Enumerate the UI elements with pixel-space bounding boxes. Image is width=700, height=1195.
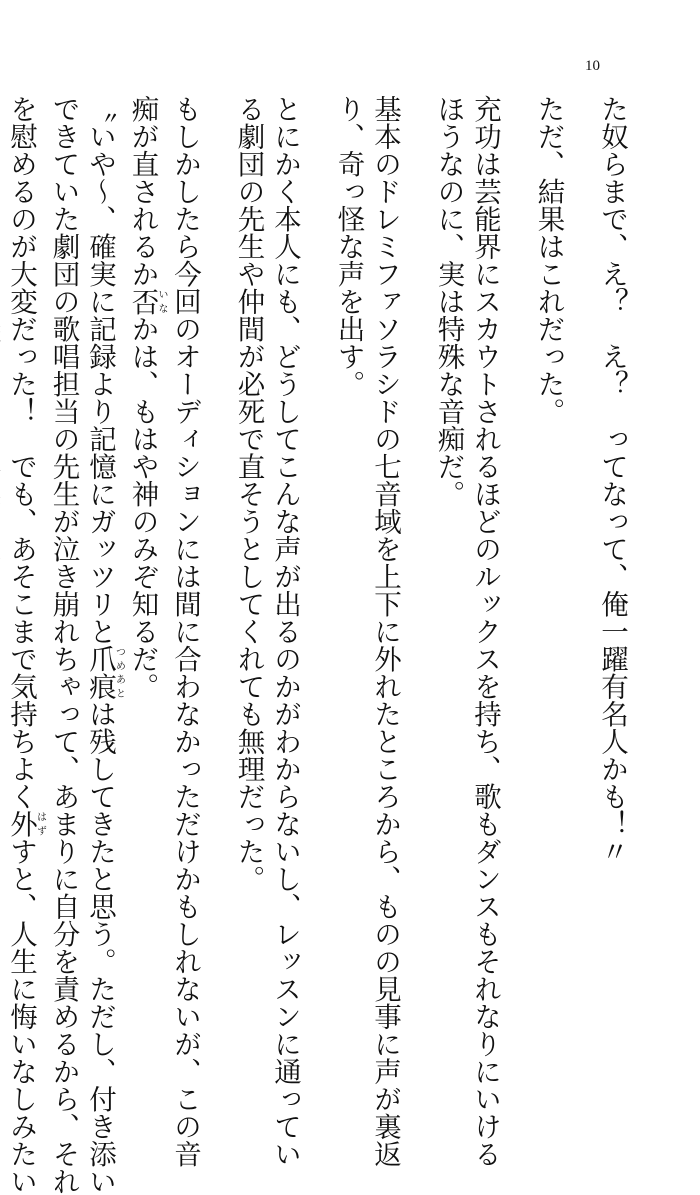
ruby-reading: つめあと <box>114 645 125 700</box>
ruby-annotation <box>84 645 116 700</box>
page-number: 10 <box>585 58 625 75</box>
text-segment: を慰めるのが大変だった！ でも、あそこまで気持ちよく <box>5 95 37 810</box>
text-line <box>124 95 167 955</box>
text-line: 充功は芸能界にスカウトされるほどのルックスを持ち、歌もダンスもそれなりにいける <box>467 95 531 955</box>
ruby-reading: はず <box>35 810 46 838</box>
text-line <box>82 95 125 955</box>
ruby-reading: いな <box>156 288 167 316</box>
text-line: た奴らまで、え？ え？ ってなって、俺一躍有名人かも！〃 <box>594 95 631 955</box>
text-line: できていた劇団の歌唱担当の先生が泣き崩れちゃって、あまりに自分を責めるから、それ <box>45 95 82 955</box>
text-line: る劇団の先生や仲間が必死で直そうとしてくれても無理だった。 <box>230 95 267 955</box>
text-line <box>3 95 46 955</box>
text-line: とにかく本人にも、どうしてこんな声が出るのかがわからないし、レッスンに通ってい <box>267 95 331 955</box>
text-line: 基本のドレミファソラシドの七音域を上下に外れたところから、ものの見事に声が裏返 <box>367 95 431 955</box>
body-text <box>0 95 630 955</box>
text-segment: は残してきたと思う。ただし、付き添い <box>84 700 116 1195</box>
ruby-base: 爪痕 <box>84 645 116 700</box>
text-segment: 〝いや～、確実に記録より記憶にガッツリと <box>84 95 116 645</box>
text-line: り、奇っ怪な声を出す。 <box>330 95 367 955</box>
text-segment: かは、もはや神のみぞ知るだ。 <box>127 315 159 700</box>
ruby-base: 外 <box>5 810 37 838</box>
ruby-annotation <box>5 810 37 838</box>
text-line: ほうなのに、実は特殊な音痴だ。 <box>430 95 467 955</box>
text-segment: 痴が直されるか <box>127 95 159 288</box>
ruby-annotation <box>127 288 159 316</box>
text-line: もしかしたら今回のオーディションには間に合わなかっただけかもしれないが、この音 <box>167 95 231 955</box>
ruby-base: 否 <box>127 288 159 316</box>
text-line: ただ、結果はこれだった。 <box>530 95 594 955</box>
text-segment: すと、人生に悔いなしみたい <box>5 838 37 1195</box>
